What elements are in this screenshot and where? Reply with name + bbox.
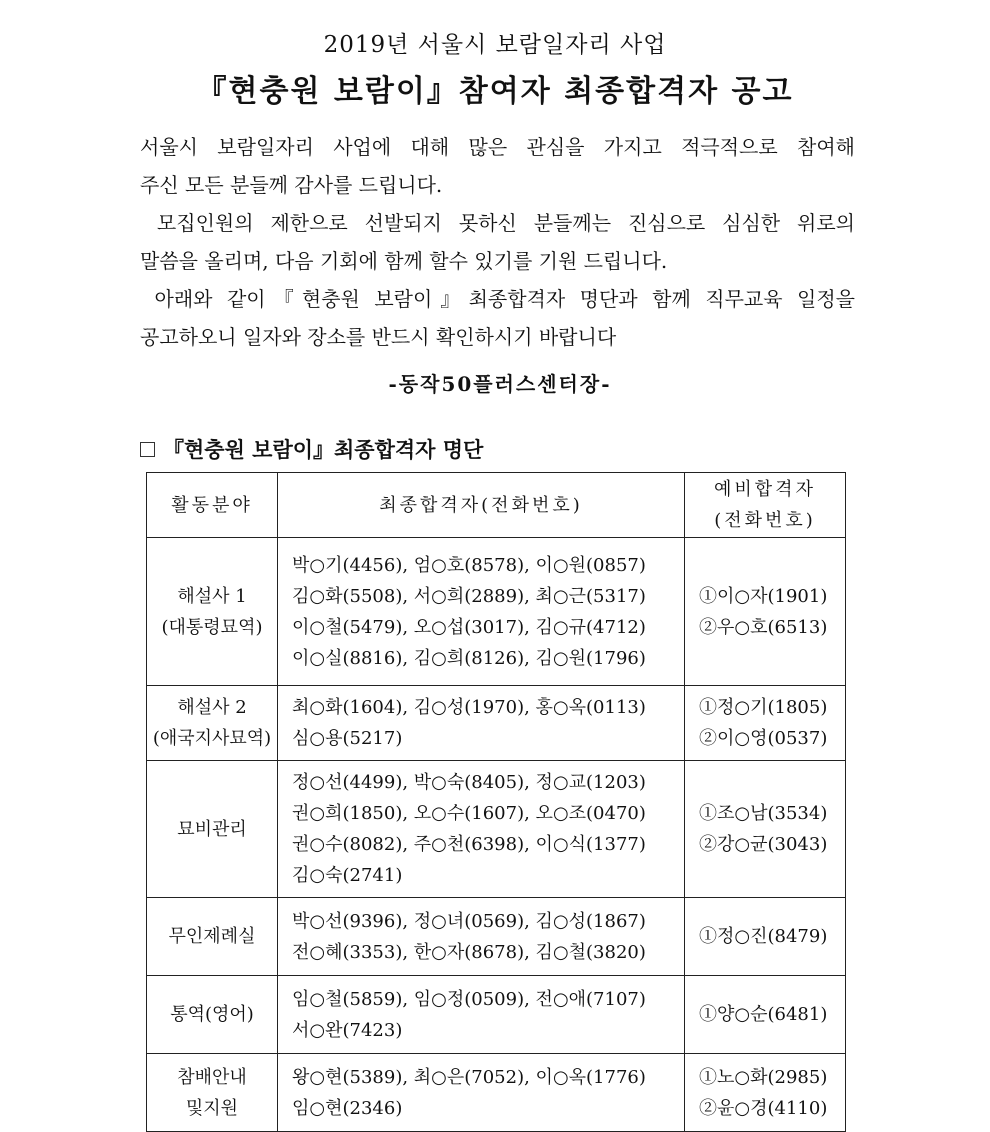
- reserve-line: ①노○화(2985): [699, 1066, 828, 1088]
- header-reserve-line1: 예비합격자: [714, 479, 816, 500]
- finalist-line: 이○철(5479), 오○섭(3017), 김○규(4712): [292, 616, 646, 638]
- field-cell: [147, 538, 278, 686]
- table-row: [147, 1054, 846, 1132]
- finalists-cell: [278, 1054, 685, 1132]
- reserve-line: ①조○남(3534): [699, 803, 828, 824]
- finalist-line: 박○기(4456), 엄○호(8578), 이○원(0857): [292, 554, 646, 576]
- field-text: 참배안내: [177, 1066, 247, 1088]
- reserve-line: ①이○자(1901): [699, 585, 828, 607]
- finalists-cell: [278, 761, 685, 898]
- finalist-line: 왕○현(5389), 최○은(7052), 이○옥(1776): [292, 1066, 646, 1088]
- finalist-line: 최○화(1604), 김○성(1970), 홍○옥(0113): [292, 697, 646, 718]
- finalists-cell: [278, 976, 685, 1054]
- document-title-line2: 『현충원 보람이』참여자 최종합격자 공고: [196, 74, 794, 109]
- finalist-line: 전○혜(3353), 한○자(8678), 김○철(3820): [292, 941, 646, 963]
- intro-line: 말씀을 올리며, 다음 기회에 함께 할수 있기를 기원 드립니다.: [140, 249, 668, 273]
- document-title-line1: 2019년 서울시 보람일자리 사업: [323, 32, 667, 58]
- finalists-cell: [278, 686, 685, 761]
- field-text: 통역(영어): [170, 1004, 254, 1025]
- reserve-line: ②윤○경(4110): [699, 1097, 828, 1119]
- reserve-line: ①양○순(6481): [699, 1004, 828, 1025]
- table-row: [147, 976, 846, 1054]
- field-text: 무인제례실: [168, 926, 256, 947]
- table-row: [147, 538, 846, 686]
- intro-line: 주신 모든 분들께 감사를 드립니다.: [140, 173, 443, 197]
- finalists-cell: [278, 538, 685, 686]
- intro-line: 서울시 보람일자리 사업에 대해 많은 관심을 가지고 적극적으로 참여해: [140, 135, 855, 159]
- finalist-line: 임○철(5859), 임○정(0509), 전○애(7107): [292, 988, 646, 1010]
- finalist-line: 서○완(7423): [292, 1019, 403, 1041]
- finalist-line: 이○실(8816), 김○희(8126), 김○원(1796): [292, 647, 646, 669]
- field-text: 및지원: [185, 1097, 239, 1119]
- finalist-table: [146, 472, 846, 1132]
- finalists-cell: [278, 898, 685, 976]
- table-row: [147, 761, 846, 898]
- field-text: (애국지사묘역): [152, 728, 272, 749]
- finalist-line: 심○용(5217): [292, 728, 403, 749]
- reserve-line: ②강○균(3043): [699, 834, 828, 855]
- table-row: [147, 686, 846, 761]
- table-row: [147, 898, 846, 976]
- section-heading: [140, 434, 483, 464]
- field-text: 묘비관리: [177, 818, 247, 840]
- table-header-row: [147, 473, 846, 538]
- reserve-line: ②우○호(6513): [699, 616, 828, 638]
- reserve-line: ②이○영(0537): [699, 728, 828, 749]
- reserve-cell: [685, 538, 846, 686]
- signature: -동작50플러스센터장-: [388, 372, 612, 396]
- finalist-line: 김○화(5508), 서○희(2889), 최○근(5317): [292, 585, 646, 607]
- reserve-cell: [685, 686, 846, 761]
- checkbox-square-icon: [140, 442, 155, 457]
- finalist-line: 권○희(1850), 오○수(1607), 오○조(0470): [292, 803, 646, 824]
- finalist-line: 박○선(9396), 정○녀(0569), 김○성(1867): [292, 910, 646, 932]
- reserve-line: ①정○진(8479): [699, 926, 828, 947]
- field-text: 해설사 1: [177, 585, 247, 607]
- finalist-line: 김○숙(2741): [292, 865, 403, 886]
- reserve-cell: [685, 976, 846, 1054]
- intro-line: 공고하오니 일자와 장소를 반드시 확인하시기 바랍니다: [140, 325, 617, 349]
- reserve-cell: [685, 1054, 846, 1132]
- header-reserve: [685, 473, 846, 538]
- reserve-cell: [685, 898, 846, 976]
- header-reserve-line2: (전화번호): [714, 510, 816, 531]
- header-field: 활동분야: [147, 473, 278, 538]
- section-title-text: 『현충원 보람이』최종합격자 명단: [163, 437, 484, 462]
- field-text: 해설사 2: [177, 697, 247, 718]
- intro-line: 모집인원의 제한으로 선발되지 못하신 분들께는 진심으로 심심한 위로의: [140, 211, 855, 235]
- finalist-line: 정○선(4499), 박○숙(8405), 정○교(1203): [292, 772, 646, 793]
- field-cell: [147, 898, 278, 976]
- intro-paragraph: [140, 128, 855, 356]
- finalist-line: 임○현(2346): [292, 1097, 403, 1119]
- field-cell: [147, 1054, 278, 1132]
- reserve-line: ①정○기(1805): [699, 697, 828, 718]
- field-text: (대통령묘역): [161, 616, 263, 638]
- intro-line: 아래와 같이『현충원 보람이』최종합격자 명단과 함께 직무교육 일정을: [140, 287, 855, 311]
- field-cell: [147, 976, 278, 1054]
- finalist-line: 권○수(8082), 주○천(6398), 이○식(1377): [292, 834, 646, 855]
- reserve-cell: [685, 761, 846, 898]
- field-cell: [147, 761, 278, 898]
- header-finalists: 최종합격자(전화번호): [278, 473, 685, 538]
- field-cell: [147, 686, 278, 761]
